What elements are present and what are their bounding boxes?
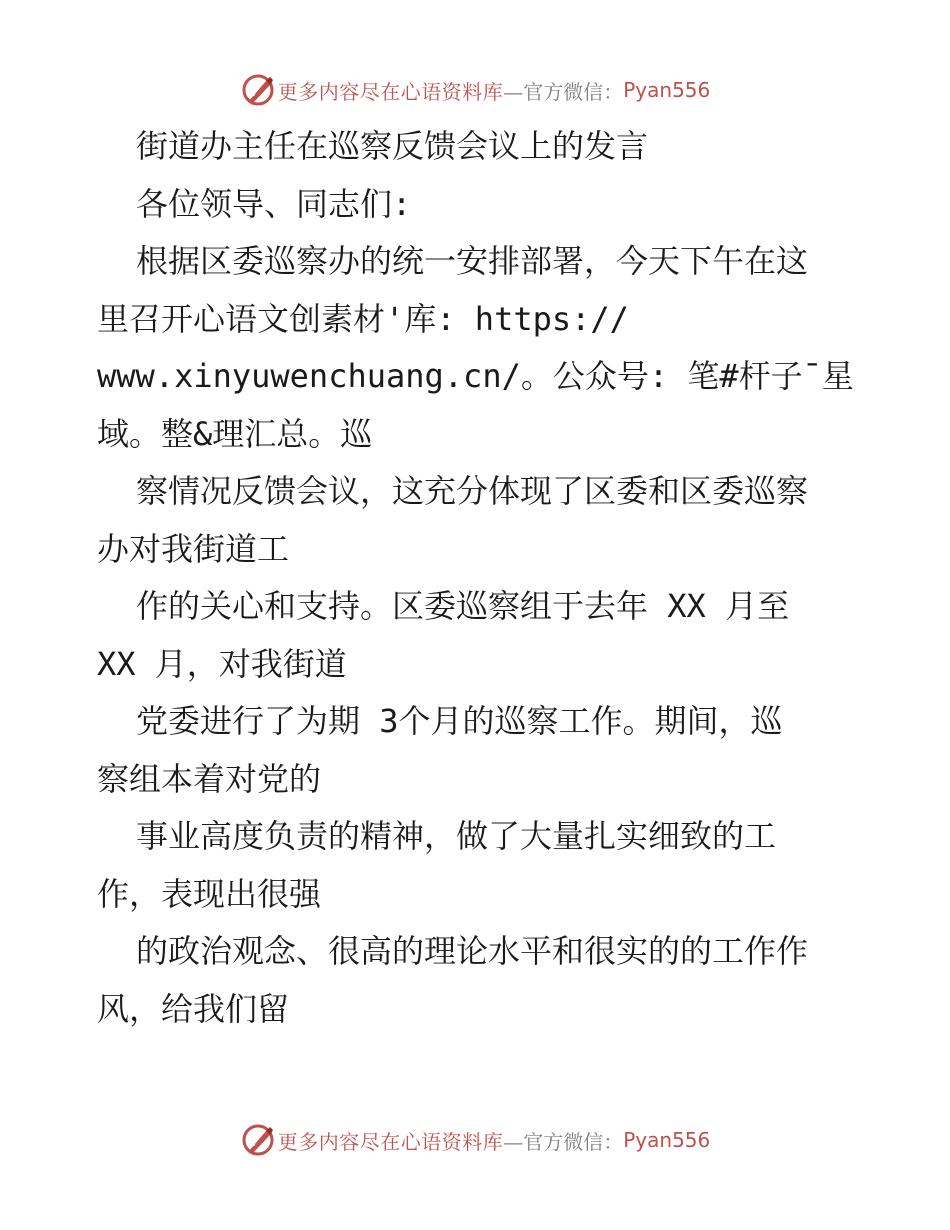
text-line: 风，给我们留 [97,989,290,1028]
text-line: 办对我街道工 [97,529,290,568]
text-line: 党委进行了为期 3个月的巡察工作。期间，巡 [136,702,783,740]
banner-separator: —官方微信： [503,1129,624,1154]
text-line: 察情况反馈会议，这充分体现了区委和区委巡察 [136,472,809,510]
banner-text: 更多内容尽在心语资料库 [277,1129,504,1154]
text-line: XX 月，对我街道 [97,644,347,683]
footer-banner [0,1120,950,1160]
text-line: 事业高度负责的精神，做了大量扎实细致的工 [136,817,777,855]
text-line: 的政治观念、很高的理论水平和很实的的工作作 [136,932,809,970]
banner-text: 更多内容尽在心语资料库 [277,79,504,104]
document-title: 街道办主任在巡察反馈会议上的发言 [136,127,649,165]
header-banner [0,70,950,110]
salutation: 各位领导、同志们: [136,184,412,223]
text-line: 察组本着对党的 [97,759,322,798]
banner-handle: Pyan556 [623,1128,711,1152]
pen-logo-icon [240,1122,276,1158]
text-line: 域。整&理汇总。巡 [97,414,373,453]
document-body [97,118,857,1038]
text-line: 作，表现出很强 [97,874,322,913]
text-line: 根据区委巡察办的统一安排部署，今天下午在这 [136,242,809,280]
banner-separator: —官方微信： [503,79,624,104]
banner-handle: Pyan556 [623,78,711,102]
text-line: 里召开心语文创素材'库: https:// [97,299,629,338]
text-line: www.xinyuwenchuang.cn/。公众号: 笔#杆子¯星 [97,357,854,395]
pen-logo-icon [240,72,276,108]
text-line: 作的关心和支持。区委巡察组于去年 XX 月至 [136,587,790,625]
